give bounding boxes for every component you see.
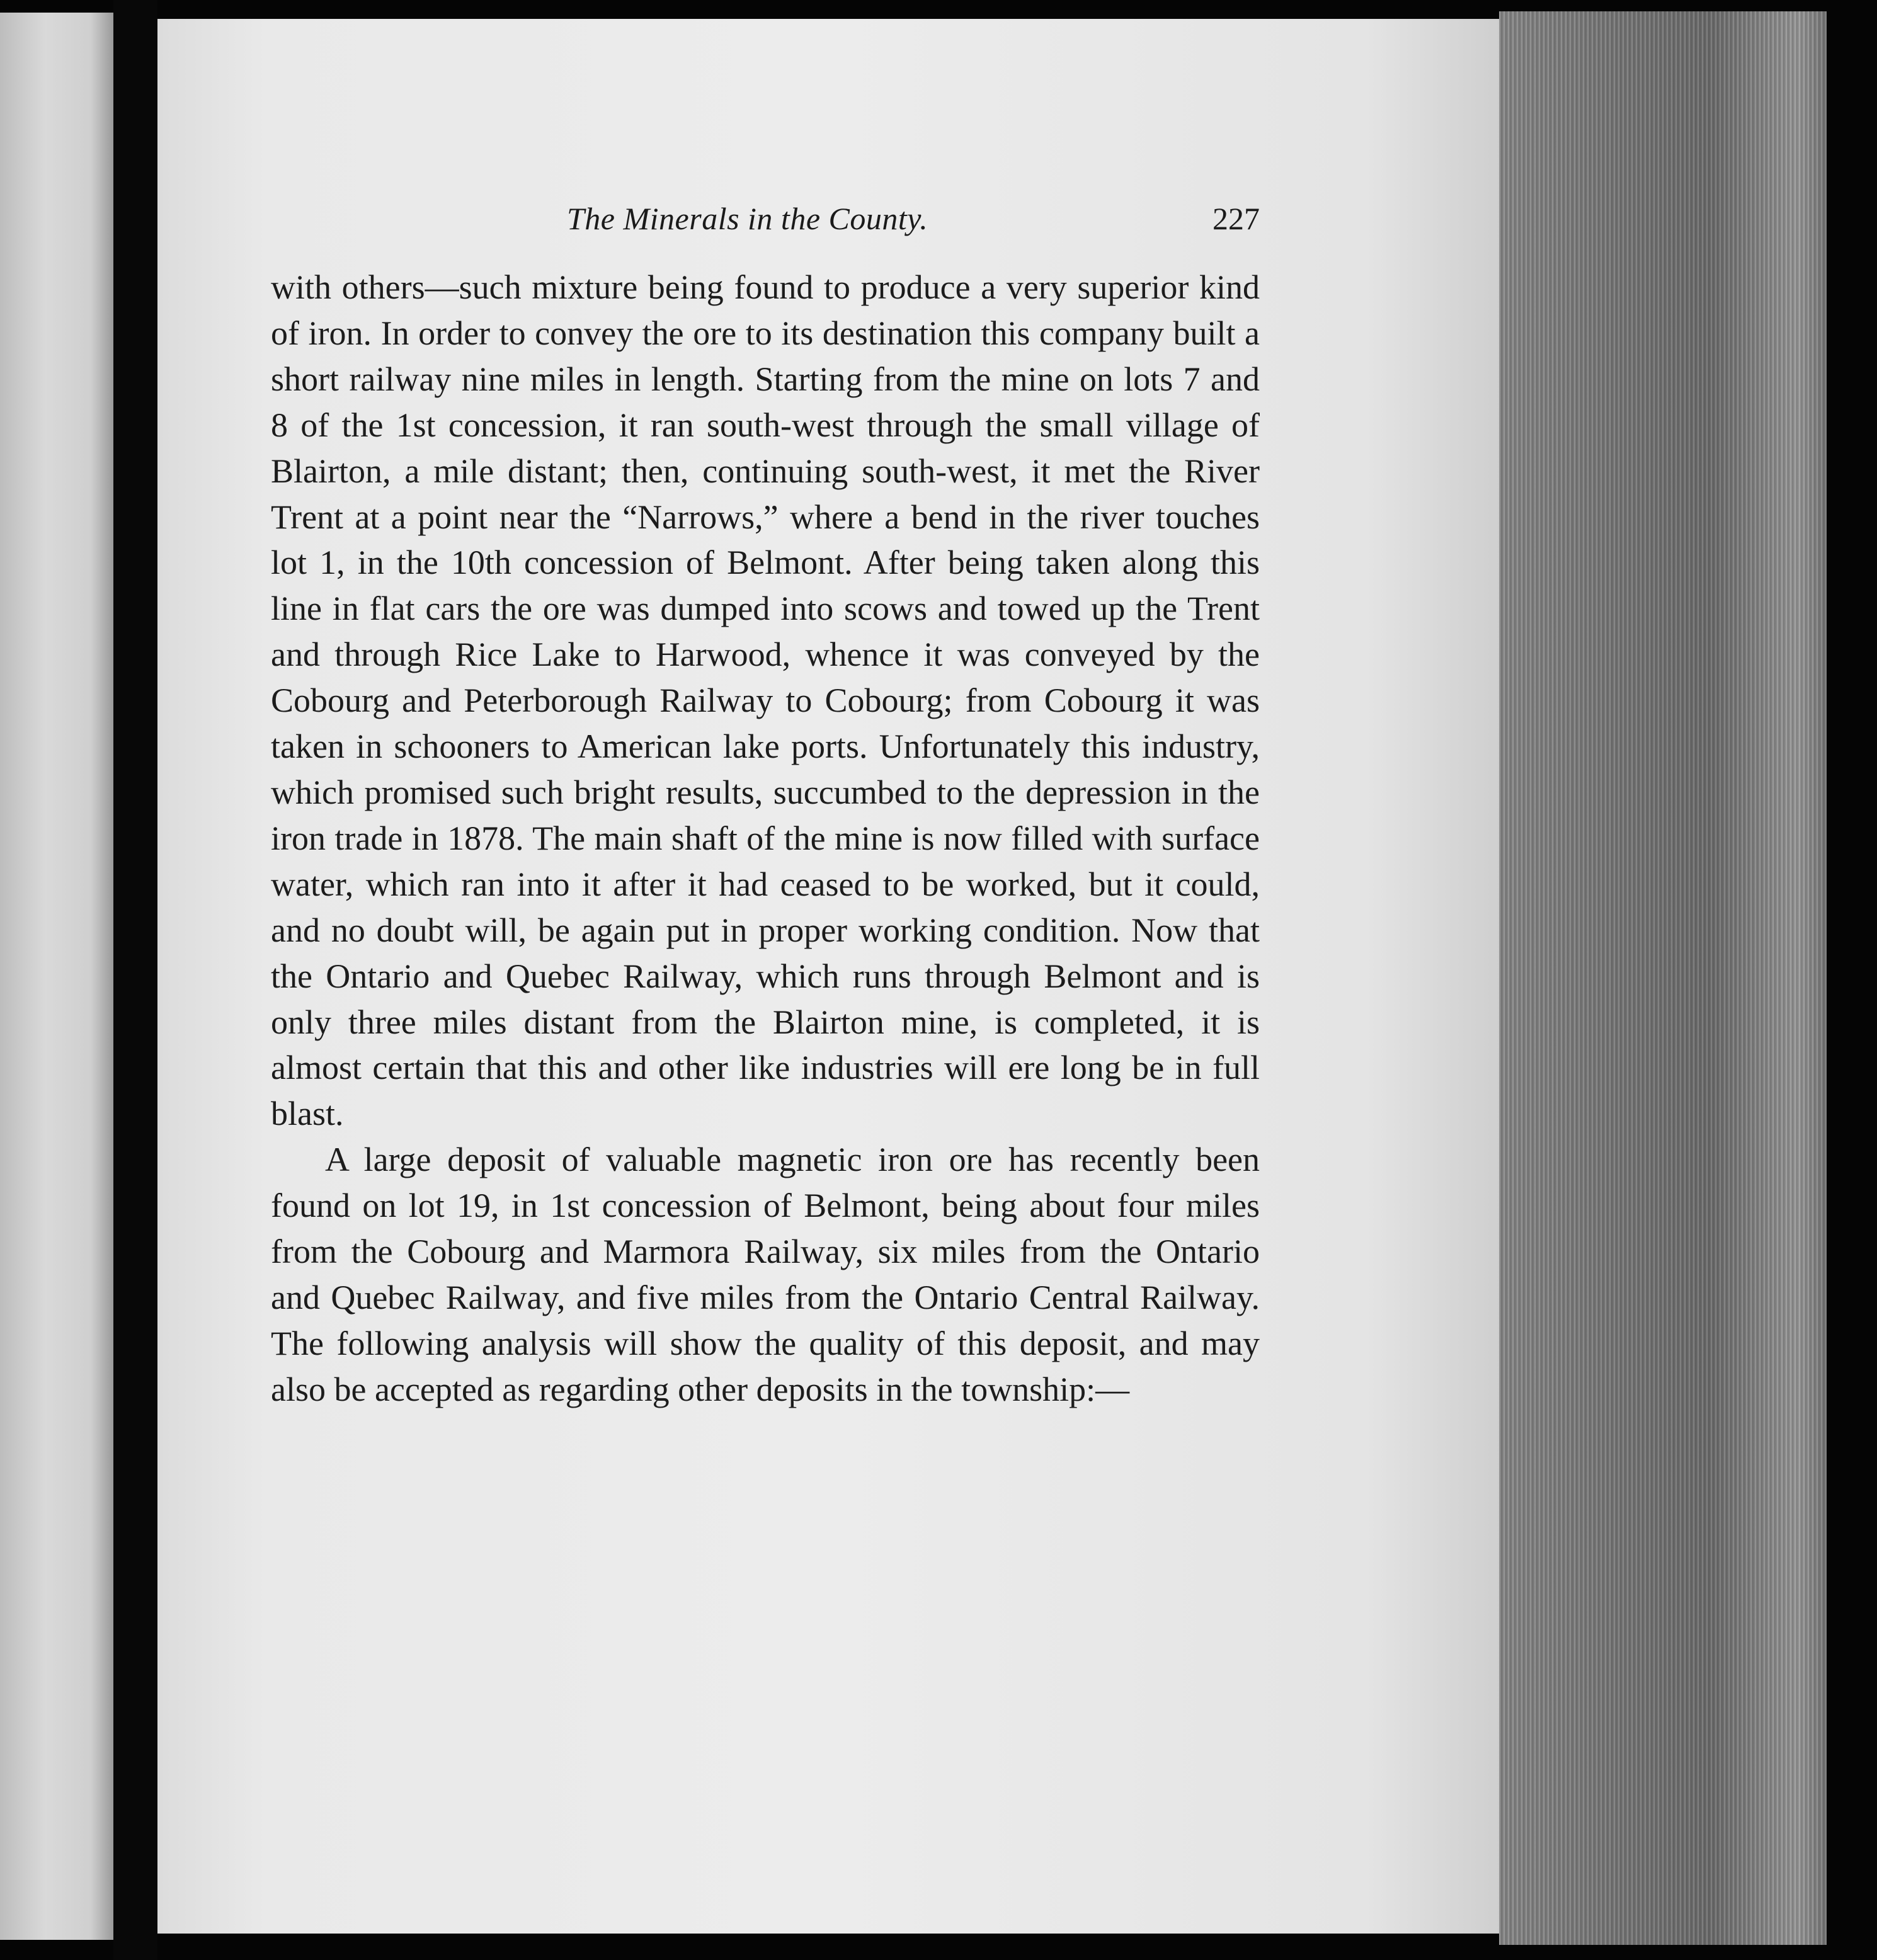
book-gutter xyxy=(113,0,157,1960)
paragraph-1: with others—such mixture being found to produce a very superior kind of iron. In order to convey the ore to its destination this company built a short railway nine miles in length. Starting from the mine on lots 7 and 8 of the 1st concession, it ran south-west through the small village of Blairton, a mile distant; then, continuing south-west, it met the River Trent at a point near the “Narrows,” where a bend in the river touches lot 1, in the 10th concession of Belmont. After being taken along this line in flat cars the ore was dumped into scows and towed up the Trent and through Rice Lake to Harwood, whence it was conveyed by the Cobourg and Peterborough Railway to Cobourg; from Cobourg it was taken in schooners to American lake ports. Unfortunately this industry, which promised such bright results, succumbed to the depression in the iron trade in 1878. The main shaft of the mine is now filled with surface water, which ran into it after it had ceased to be worked, but it could, and no doubt will, be again put in proper working condition. Now that the Ontario and Quebec Railway, which runs through Belmont and is only three miles distant from the Blairton mine, is completed, it is almost certain that this and other like industries will ere long be in full blast. xyxy=(271,268,1260,1133)
page-block-edges xyxy=(1499,11,1852,1945)
page-number: 227 xyxy=(1212,201,1260,236)
running-title: The Minerals in the County. xyxy=(567,201,928,236)
paragraph-2: A large deposit of valuable magnetic iron ore has recently been found on lot 19, in 1st concession of Belmont, being about four miles from the Cobourg and Marmora Railway, six miles from the Ontario and Quebec Railway, and five miles from the Ontario Central Railway. The following analysis will show the quality of this deposit, and may also be accepted as regarding other deposits in the township:— xyxy=(271,1141,1260,1408)
facing-page-edge xyxy=(0,13,113,1940)
page-header xyxy=(271,200,1260,244)
body-text xyxy=(271,265,1260,1413)
scan-border xyxy=(1827,0,1877,1960)
